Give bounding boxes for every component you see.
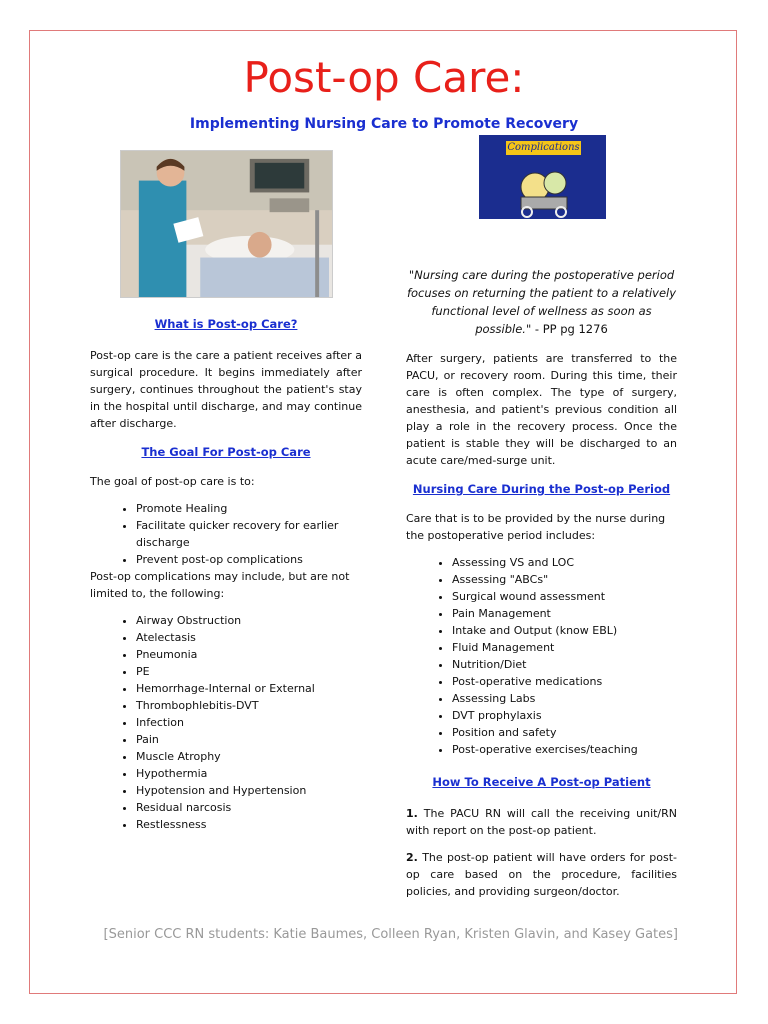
list-item: • Intake and Output (know EBL) [452,622,677,639]
list-item: • Pain [136,731,362,748]
list-item: • Infection [136,714,362,731]
list-item: • Airway Obstruction [136,612,362,629]
page-subtitle: Implementing Nursing Care to Promote Recovery [189,116,579,132]
step-2 [406,849,677,900]
list-item: • Prevent post-op complications [136,551,362,568]
list-item: • Hypothermia [136,765,362,782]
what-is-text: Post-op care is the care a patient receives after a surgical procedure. It begins immediately after surgery, continues throughout the patient's stay in the hospital until discharge, and may continue after discharge. [90,349,362,430]
list-item: • Position and safety [452,724,677,741]
list-item: • DVT prophylaxis [452,707,677,724]
nursing-quote [406,266,677,338]
left-column [90,316,362,833]
what-is-heading[interactable]: What is Post-op Care? [154,317,298,331]
list-item: • Pain Management [452,605,677,622]
complications-image-label: Complications [507,142,580,153]
nursing-care-intro: Care that is to be provided by the nurse during the postoperative period includes: [406,512,666,542]
list-item: • Nutrition/Diet [452,656,677,673]
list-item: • Atelectasis [136,629,362,646]
list-item: • Muscle Atrophy [136,748,362,765]
list-item: • Facilitate quicker recovery for earlier discharge [136,517,362,551]
complications-list [90,612,362,833]
list-item: • Assessing Labs [452,690,677,707]
step-1-text: The PACU RN will call the receiving unit/RN with report on the post-op patient. [406,807,678,837]
quote-text: "Nursing care during the postoperative period focuses on returning the patient to a relatively functional level of wellness as soon as possible." [406,268,677,336]
complications-intro: Post-op complications may include, but are not limited to, the following: [90,570,350,600]
list-item: • Post-operative exercises/teaching [452,741,677,758]
page-title: Post-op Care: [243,53,525,102]
step-1-number: 1. [406,807,418,820]
list-item: • PE [136,663,362,680]
list-item: • Assessing "ABCs" [452,571,677,588]
list-item: • Residual narcosis [136,799,362,816]
list-item: • Thrombophlebitis-DVT [136,697,362,714]
list-item: • Promote Healing [136,500,362,517]
step-1 [406,805,677,839]
step-2-number: 2. [406,851,418,864]
nursing-care-list [406,554,677,758]
nurse-patient-photo [120,150,333,298]
list-item: • Hypotension and Hypertension [136,782,362,799]
receive-patient-heading[interactable]: How To Receive A Post-op Patient [432,775,651,789]
list-item: • Assessing VS and LOC [452,554,677,571]
complications-image [479,135,606,219]
authors-footer: [Senior CCC RN students: Katie Baumes, Colleen Ryan, Kristen Glavin, and Kasey Gates] [103,927,678,942]
list-item: • Fluid Management [452,639,677,656]
goal-list [90,500,362,568]
list-item: • Surgical wound assessment [452,588,677,605]
list-item: • Hemorrhage-Internal or External [136,680,362,697]
list-item: • Pneumonia [136,646,362,663]
list-item: • Restlessness [136,816,362,833]
goal-intro: The goal of post-op care is to: [90,475,255,488]
list-item: • Post-operative medications [452,673,677,690]
step-2-text: The post-op patient will have orders for post-op care based on the procedure, facilities policies, and providing surgeon/doctor. [406,851,677,898]
quote-source: - PP pg 1276 [534,322,608,336]
right-column [406,266,677,900]
nursing-care-heading[interactable]: Nursing Care During the Post-op Period [412,482,671,496]
goal-heading[interactable]: The Goal For Post-op Care [141,445,311,459]
after-surgery-text: After surgery, patients are transferred to the PACU, or recovery room. During this time, their care is often complex. The type of surgery, anesthesia, and patient's previous condition all play a role in the recovery process. Once the patient is stable they will be discharged to an acute care/med-surge unit. [406,352,677,467]
